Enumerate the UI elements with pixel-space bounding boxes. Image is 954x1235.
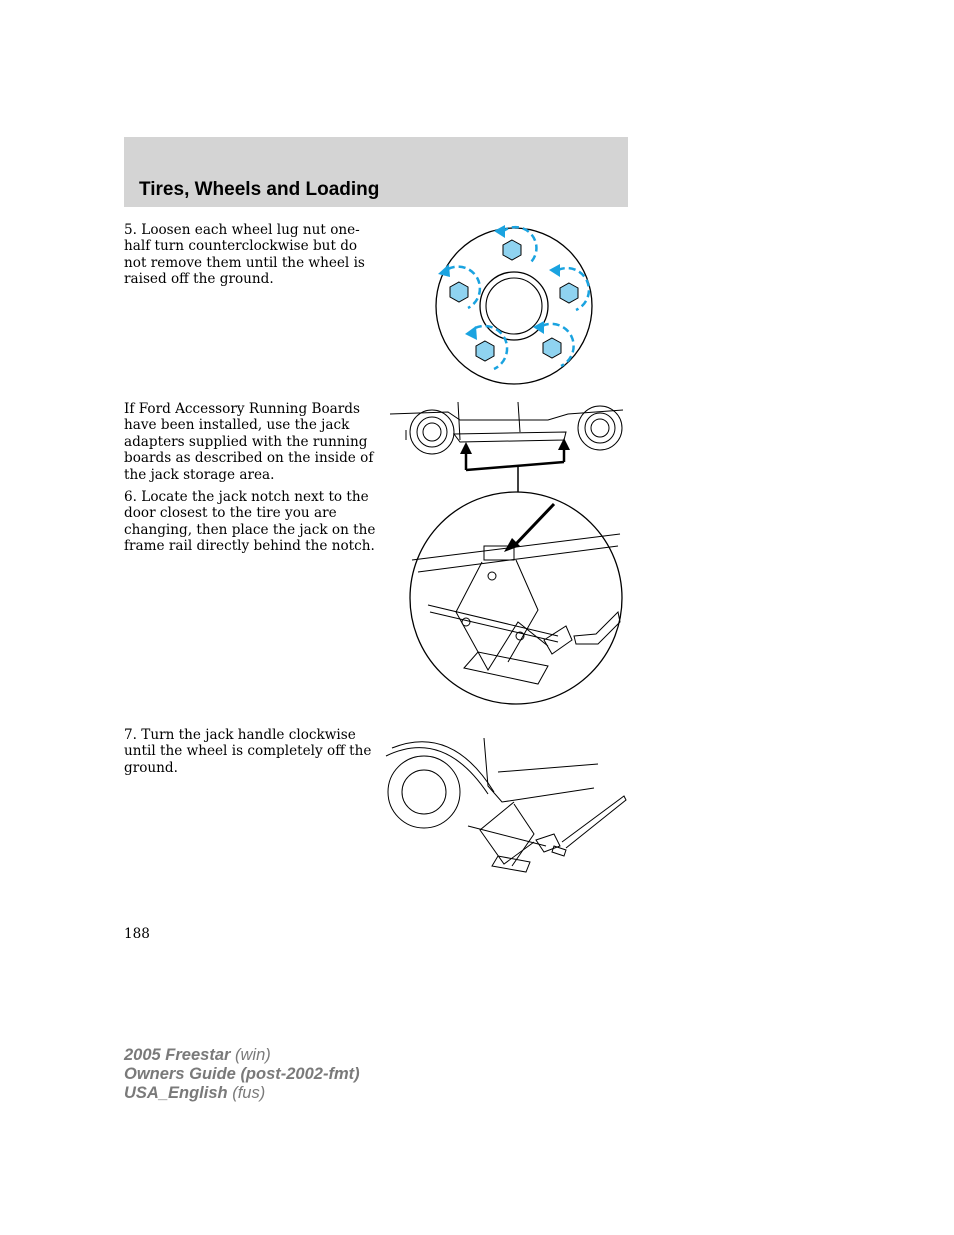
section-header — [124, 137, 628, 207]
footer-line-3: USA_English (fus) — [124, 1084, 266, 1102]
document-footer — [124, 1046, 360, 1103]
page-number: 188 — [124, 926, 150, 942]
step-6-text: 6. Locate the jack notch next to the door closest to the tire you are changing, then place the jack on the frame rail directly behind the notch. — [124, 489, 376, 555]
step-7-text: 7. Turn the jack handle clockwise until the wheel is completely off the ground. — [124, 727, 372, 776]
wheel-lug-nut-icon — [430, 222, 600, 390]
footer-line-2: Owners Guide (post-2002-fmt) — [124, 1065, 360, 1083]
scissor-jack-position-icon — [388, 400, 628, 705]
jack-handle-raise-icon — [384, 734, 630, 884]
section-title: Tires, Wheels and Loading — [139, 179, 380, 200]
step-5-text: 5. Loosen each wheel lug nut one-half turn counterclockwise but do not remove them until the wheel is raised off the ground. — [124, 222, 365, 288]
running-boards-note: If Ford Accessory Running Boards have been installed, use the jack adapters supplied with the running boards as described on the inside of the jack storage area. — [124, 401, 374, 483]
footer-line-1: 2005 Freestar (win) — [124, 1046, 271, 1064]
